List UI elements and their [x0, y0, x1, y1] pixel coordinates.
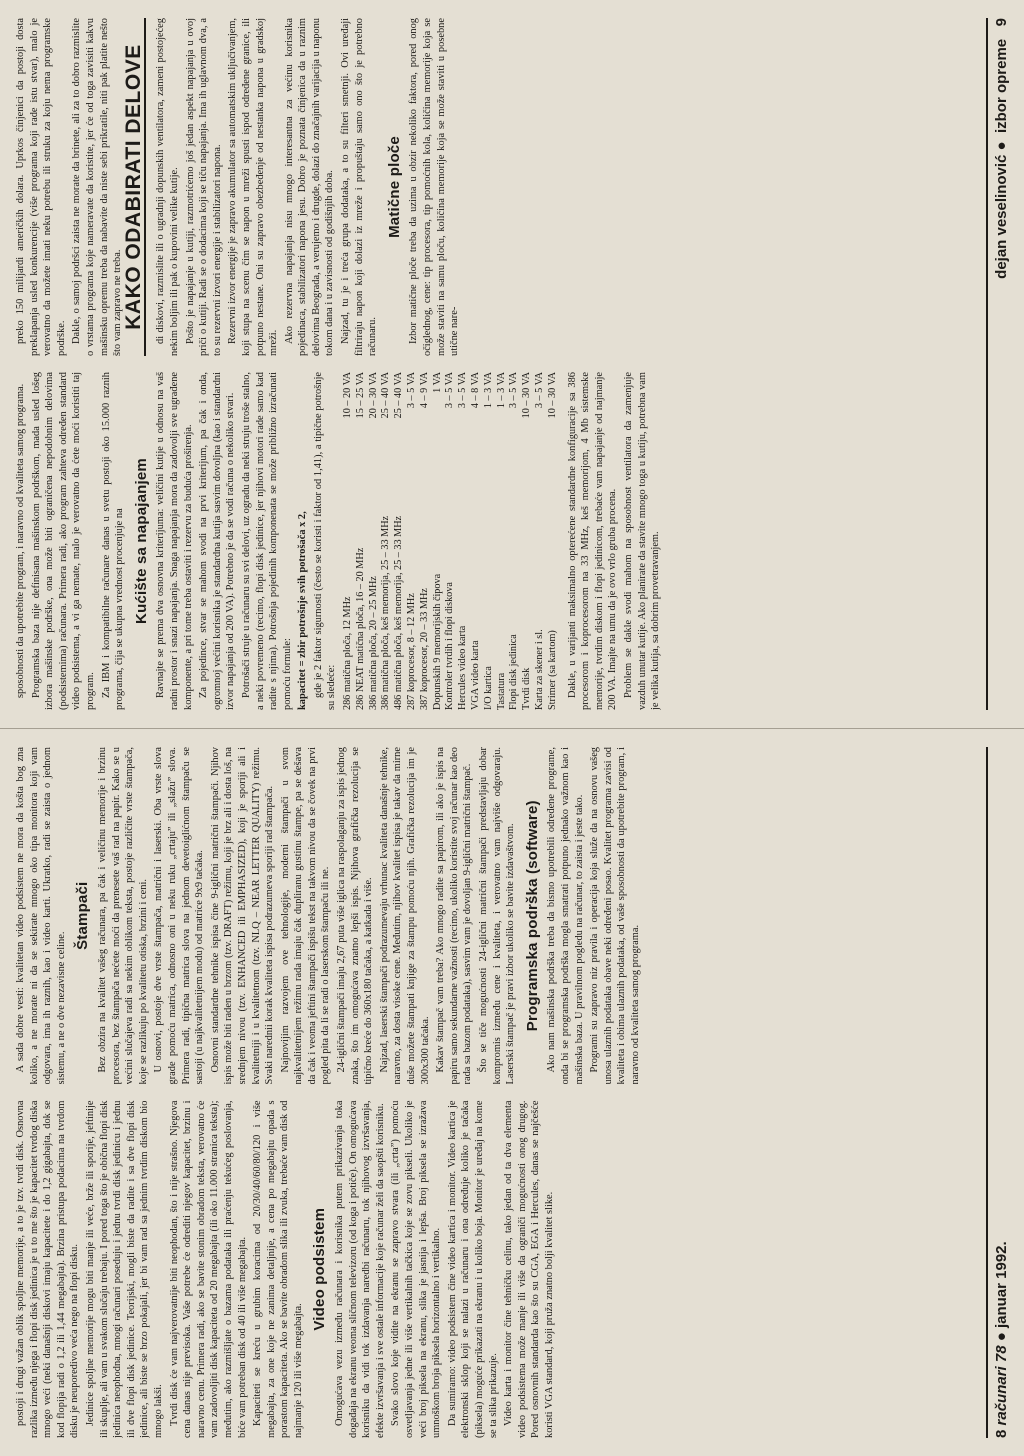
heading-software: Programska podrška (software): [523, 800, 541, 1032]
table-row: [508, 372, 521, 710]
page-footer-right: dejan veselinović ● izbor opreme 9: [986, 18, 1014, 710]
component-name: 287 koprocesor, 8 – 12 MHz: [406, 593, 418, 710]
power-value: 15 – 25 VA: [354, 372, 366, 419]
power-value: 10 – 20 VA: [342, 372, 354, 419]
table-row: [521, 372, 534, 710]
paragraph: Izbor matične ploče treba da uzima u obzir nekoliko faktora, pored onog očiglednog, cene: tip procesora, tip pomoćnih kola, količina memorije koja se može staviti na samu ploču, količina memorije koja se može staviti u posebne utične nare-: [408, 18, 461, 356]
paragraph: Za pojedince, stvar se mahom svodi na prvi kriterijum, pa čak i onda, ogromnoj većini korisnika je standardna kutija sasvim dovoljna (kao i standardni izvor napajanja od 200 VA). Potrebno je da se vodi računa o nekoliko stvari.: [198, 372, 237, 710]
paragraph: Kapaciteti se kreću u grubim koracima od 20/30/40/60/80/120 i više megabajta, za one koje ne zanima detaljnije, a cena po megabajtu opada s porastom kapaciteta. Ako se bavite obradom slika ili zvuka, trebaće vam disk od najmanje 120 ili više megabajta.: [252, 1100, 304, 1438]
paragraph: A sada dobre vesti: kvalitetan video podsistem ne mora da košta bog zna koliko, a ne morate ni da se sekirate mnogo oko tipa monitora koji vam odgovara, ima ih raznih, kao i video karti. Ukratko, radi se zaista o jednom sistemu, a ne o dve nezavisne celine.: [15, 747, 67, 1085]
paragraph: Dakle, o samoj podršci zaista ne morate da brinete, ali za to dobro razmislite o vrstama programa koje nameravate da koristite, jer će od toga zavisiti kakvu mašinsku opremu treba da nabavite da niste sebi prikratile, niti pak platite nešto što vam zapravo ne treba.: [71, 18, 124, 356]
heading-printers: Štampači: [74, 881, 92, 950]
power-value: 4 – 8 VA: [470, 372, 482, 409]
table-row: [547, 372, 560, 710]
paragraph: Najzad, laserski štampači podrazumevaju vrhunac kvaliteta današnje tehnike, naravno, za dosta visoke cene. Međutim, njihov kvalitet ispisa je takav da mirne duše možete štampati knjige za štampu pomoću njih. Grafička rezolucija im je 300x300 tačaka.: [378, 747, 431, 1085]
section-name: izbor opreme: [992, 38, 1010, 134]
paragraph: Programi su zapravo niz pravila i operacija koja služe da na osnovu vašeg unosa ulaznih podataka obave neki određeni posao. Kvalitet programa zavisi od kvaliteta i obima ulaznih podataka, od vaše sposobnosti da upotrebite program, i naravno od kvaliteta samog programa.: [589, 747, 641, 1085]
component-name: 387 koprocesor, 20 – 33 MHz: [418, 588, 430, 710]
article-title: KAKO ODABIRATI DELOVE: [127, 18, 147, 356]
table-row: [393, 372, 406, 710]
table-row: [406, 372, 419, 710]
power-value: 1 VA: [431, 372, 443, 393]
paragraph: Jedinice spoljne memorije mogu biti manje ili veće, brže ili sporije, jeftinije ili skuplje, ali vam u svakom slučaju trebaju. I pored toga što je obična flopi disk jedinica neophodna, mnogi računari poseduju i jednu tvrdi disk jedinicu i jednu ili dve flopi disk jedinice. Teorijski, mogli biste da radite i sa dve flopi disk jedinice, ali biste se brzo pokajali, jer bi vam rad sa jednim tvrdim diskom bio mnogo lakši.: [84, 1100, 164, 1438]
paragraph: Kakav štampač vam treba? Ako mnogo radite sa papirom, ili ako je ispis na papiru samo sekundarne važnosti (recimo, ukoliko koristite svoj računar kao deo rada sa bazom podataka), sasvim vam je dovoljan 9-iglični matrični štampač.: [435, 747, 474, 1085]
paragraph: Ako rezervna napajanja nisu mnogo interesantna za većinu korisnika pojedinaca, stabilizatori napona jesu. Dobro je poznata činjenica da u raznim delovima Beograda, a verujemo i drugde, dolazi do značajnih varijacija u naponu tokom dana i u zavisnosti od godišnjih doba.: [283, 18, 336, 356]
component-name: 386 matična ploča, 20 – 25 MHz: [367, 576, 379, 710]
component-name: Strimer (sa kartom): [546, 630, 558, 710]
paragraph: Ako nam mašinska podrška treba da bismo upotrebili određene programe, onda bi se programska podrška mogla smatrati potpuno jednako važnom kao i mašinska baza. U pravilnom pogledu na računar, to zaista i jeste tako.: [546, 747, 585, 1085]
component-name: I/O kartica: [482, 666, 494, 710]
page-number: 8: [992, 1429, 1010, 1438]
paragraph: Pošto je napajanje u kutiji, razmotrićemo još jedan aspekt napajanja u ovoj priči o kutiji. Radi se o dodacima koji se tiču napajanja. Ima ih uglavnom dva, a to su rezervni izvori energije i stabilizatori napona.: [184, 18, 223, 356]
power-value: 3 – 5 VA: [457, 372, 469, 409]
table-row: [368, 372, 381, 710]
paragraph: Najzad, tu je i treća grupa dodataka, a to su filteri smetnji. Ovi uređaji filtriraju napon koji dolazi iz mreže i propuštaju samo ono što je potrebno računaru.: [340, 18, 379, 356]
paragraph: Video karta i monitor čine tehničku celinu, tako jedan od ta dva elementa video podsistema može manje ili više da ograniči mogućnosti onog drugog. Pored osnovnih standarda kao što su CGA, EGA i Hercules, danas se najčešće koristi VGA standard, koji pruža znatno bolji kvalitet slike.: [503, 1100, 555, 1438]
power-value: 3 – 5 VA: [444, 372, 456, 409]
left-column-1: [14, 1101, 978, 1439]
paragraph: Ravnajte se prema dva osnovna kriterijuma: veličini kutije u odnosu na vaš radni prostor i snazi napajanja. Snaga napajanja mora da zadovolji sve ugrađene komponente, a pri tome treba ostaviti i rezervu za buduća proširenja.: [155, 372, 194, 710]
paragraph: Rezervni izvor energije je zapravo akumulator sa automatskim uključivanjem, koji stupa na scenu čim se napon u mreži spusti ispod određene granice, ili potpuno nestane. Oni su zapravo obezbeđenje od nestanka napona u gradskoj mreži.: [227, 18, 280, 356]
table-row: [342, 372, 355, 710]
component-name: 286 matična ploča, 12 MHz: [342, 596, 354, 710]
power-value: 1 – 3 VA: [495, 372, 507, 409]
power-value: 1 – 3 VA: [482, 372, 494, 409]
paragraph: 24-iglični štampači imaju 2,67 puta više iglica na raspolaganju za ispis jednog znaka, što im omogućava znatno lepši ispis. Njihova grafička rezolucija se tipično kreće do 360x180 tačaka, a katkada i više.: [336, 747, 375, 1085]
power-value: 3 – 5 VA: [406, 372, 418, 409]
paragraph: Omogućava vezu između računara i korisnika putem prikazivanja toka događaja na ekranu veoma sličnom televizoru (od koga i potiče). On omogućava korisniku da vidi tok izdavanja naredbi računaru, tok njihovog izvršavanja, efekte izvršavanja i sve ostale informacije koje računar želi da saopšti korisniku.: [334, 1100, 386, 1438]
heading-motherboards: Matične ploče: [385, 136, 403, 238]
author-name: dejan veselinović: [992, 154, 1010, 279]
power-value: 10 – 30 VA: [546, 372, 558, 419]
table-row: [534, 372, 547, 710]
table-row: [444, 372, 457, 710]
issue-date: januar 1992.: [992, 1241, 1010, 1329]
paragraph: Za IBM i kompatibilne računare danas u svetu postoji oko 15.000 raznih programa, čija se ukupna vrednost procenjuje na: [100, 372, 126, 710]
left-column-2: [14, 747, 978, 1085]
table-row: [355, 372, 368, 710]
component-name: Karta za skener i sl.: [534, 629, 546, 710]
page-footer-left: 8 računari 78 ● januar 1992.: [986, 747, 1014, 1438]
paragraph: Što se tiče mogućnosti 24-iglični matrični štampači predstavljaju dobar kompromis između cene i kvaliteta, i verovatno vam najviše odgovaraju. Laserski štampač je pravi izbor ukoliko se bavite izdavaštvom.: [478, 747, 517, 1085]
paragraph: Problem se dakle svodi mahom na sposobnost ventilatora da zamenjuje vazduh unutar kutije. Ako planirate da stavite mnogo toga u kutiju, potrebna vam je velika kutija, sa dobrim provetravanjem.: [622, 372, 662, 710]
paragraph: gde je 2 faktor sigurnosti (često se koristi i faktor od 1,41), a tipične potrošnje su sledeće:: [312, 372, 338, 710]
paragraph: di diskovi, razmislite ili o ugradnji dopunskih ventilatora, zameni postojećeg nekim boljim ili pak o kupovini velike kutije.: [155, 18, 180, 356]
heading-video-subsystem: Video podsistem: [311, 1207, 329, 1331]
paragraph: Programska baza nije definisana mašinskom podrškom, mada usled lošeg izbora mašinske podrške, ona može biti ograničena nepodobnim delovima (podsistemima) računara. Primera radi, ako program zahteva određen standard video podsistema, a vi ga nemate, malo je verovatno da ćete moći koristiti taj program.: [30, 372, 96, 710]
table-row: [380, 372, 393, 710]
paragraph: Potrošači struje u računaru su svi delovi, uz ogradu da neki struju troše stalno, a neki povremeno (recimo, flopi disk jedinice, jer njihovi motori rade samo kad radite s njima). Potrošnja pojedinih komponenata se može približno izračunati pomoću formule:: [240, 372, 293, 710]
table-row: [432, 372, 445, 710]
component-name: VGA video karta: [470, 640, 482, 710]
power-value: 3 – 5 VA: [508, 372, 520, 409]
component-name: 486 matična ploča, keš memorija, 25 – 33 MHz: [393, 515, 405, 710]
paragraph: Najnovijim razvojem ove tehnologije, moderni štampači u svom najkvalitetnijem režimu rada imaju čak dupliranu gustinu štampe, pa se dešava da čak i veoma jeftini štampači ispišu tekst na takvom nivou da se čovek na prvi pogled pita da li se radi o laserskom štampaču ili ne.: [279, 747, 332, 1085]
table-row: [483, 372, 496, 710]
paragraph: Osnovni standardne tehnike ispisa čine 9-iglični matrični štampači. Njihov ispis može biti raden u brzom (tzv. DRAFT) režimu, koji je brz ali i dosta loš, na srednjem nivou (tzv. ENHANCED ili EMPHASIZED), koji je sporiji ali i kvalitetniji i u kvalitetnom (tzv. NLQ – NEAR LETTER QUALITY) režimu. Svaki narednii korak kvaliteta ispisa podrazumeva sporiji rad štampača.: [209, 747, 276, 1085]
power-value: 3 – 5 VA: [534, 372, 546, 409]
table-row: [470, 372, 483, 710]
right-column-1: [14, 372, 978, 710]
component-name: Tvrdi disk: [521, 667, 533, 710]
paragraph: U osnovi, postoje dve vrste štampača, matrični i laserski. Oba vrste slova grade pomoću matrica, odnosno oni u neku ruku „crtaju” ili „slažu” slova. Primera radi, tipična matrica slova na jednom devetoiglićnom štampaču se sastoji (u najkvalitetnijem modu) od matrice 9x9 tačaka.: [153, 747, 206, 1085]
page-8: [0, 728, 1024, 1456]
right-column-2: [14, 18, 978, 356]
power-value: 10 – 30 VA: [521, 372, 533, 419]
component-name: Flopi disk jedinica: [508, 634, 520, 710]
paragraph: postoji i drugi važan oblik spoljne memorije, a to je tzv. tvrdi disk. Osnovna razlika između njega i flopi disk jedinica je u to me što je kapacitet tvrdog diska mnogo veći (neki današnji diskovi imaju kapacitete i do 1,2 gigabajta, dok se kod flopija radi o 1,2 ili 1,44 megabajta). Brzina pristupa podacima na tvrdom disku je neuporedivo veća nego na flopi disku.: [15, 1100, 81, 1438]
table-row: [419, 372, 432, 710]
power-value: 4 – 9 VA: [418, 372, 430, 409]
paragraph: Tvrdi disk će vam najverovatnije biti neophodan, što i nije strašno. Njegova cena danas nije previsoka. Vaše potrebe će odrediti njegov kapacitet, brzinu i naravno cenu. Primera radi, ako se bavite stonim obradom teksta, verovatno će vam zadovoljiti disk kapaciteta od 20 megabajta (ili oko 11.000 stranica teksta); međutim, ako razmišljate o bazama podataka ili praćenju tekućeg poslovanja, biće vam potreban disk od 40 ili više megabajta.: [168, 1100, 248, 1438]
power-formula: kapacitet = zbir potrošnje svih potrošača x 2,: [297, 511, 309, 710]
paragraph: sposobnosti da upotrebite program, i naravno od kvaliteta samog programa.: [15, 383, 26, 698]
paragraph: preko 150 milijardi američkih dolara. Uprkos činjenici da postoji dosta preklapanja usled konkurencije (više programa koji rade istu stvar), malo je verovatno da možete imati neku potrebu ili struku za koju nema programske podrške.: [15, 18, 67, 356]
component-name: Dopunskih 9 memorijskih čipova: [431, 573, 443, 710]
power-consumption-table: [342, 372, 560, 710]
component-name: Hercules video karta: [457, 625, 469, 710]
paragraph: Dakle, u varijanti maksimalno opterećene standardne konfiguracije sa 386 procesorom i koprocesorom na 33 MHz, keš memorijom, 4 Mb sistemske memorije, tvrdim diskom i flopi jedinicom, trebaće vam napajanje od najmanje 200 VA. Imajte na umu da je ovo vrlo gruba procena.: [566, 372, 619, 710]
table-row: [496, 372, 509, 710]
paragraph: Bez obzira na kvalitet vašeg računara, pa čak i veličinu memorije i brzinu procesora, bez štampača nećete moći da prenesete vaš rad na papir. Kako se u većini slučajeva radi sa nekim oblikom teksta, postoje različite vrste štampača, koje se razlikuju po kvalitetu otiska, brzini i ceni.: [96, 747, 149, 1085]
table-row: [457, 372, 470, 710]
paragraph: Svako slovo koje vidite na ekranu se zapravo stvara (ili „crta”) pomoću osvetljavanja jedne ili više vertikalnih tačkica koje se zovu pikseli. Ukoliko je veći broj piksela na ekranu, slika je jasnija i lepša. Broj piksela se izražava umnoškom broja piksela horizontalno i vertikalno.: [390, 1100, 443, 1438]
power-value: 20 – 30 VA: [367, 372, 379, 419]
power-value: 25 – 40 VA: [393, 372, 405, 419]
page-number: 9: [992, 18, 1010, 27]
component-name: Tastatura: [495, 672, 507, 710]
component-name: Kontroler tvrdih i flopi diskova: [444, 582, 456, 710]
heading-case-power: Kućište sa napajanjem: [132, 458, 150, 624]
paragraph: Da sumiramo: video podsistem čine video kartica i monitor. Video kartica je elektronski sklop koji se nalazi u računaru i ona određuje koliko je tačaka (piksela) moguće prikazati na ekranu i u koliko boja. Monitor je uređaj na kome se ta slika prikazuje.: [446, 1100, 499, 1438]
component-name: 286 NEAT matična ploča, 16 – 20 MHz: [354, 547, 366, 710]
power-value: 25 – 40 VA: [380, 372, 392, 419]
component-name: 386 matična ploča, keš memorija, 25 – 33 MHz: [380, 515, 392, 710]
magazine-name: računari 78: [992, 1345, 1010, 1426]
